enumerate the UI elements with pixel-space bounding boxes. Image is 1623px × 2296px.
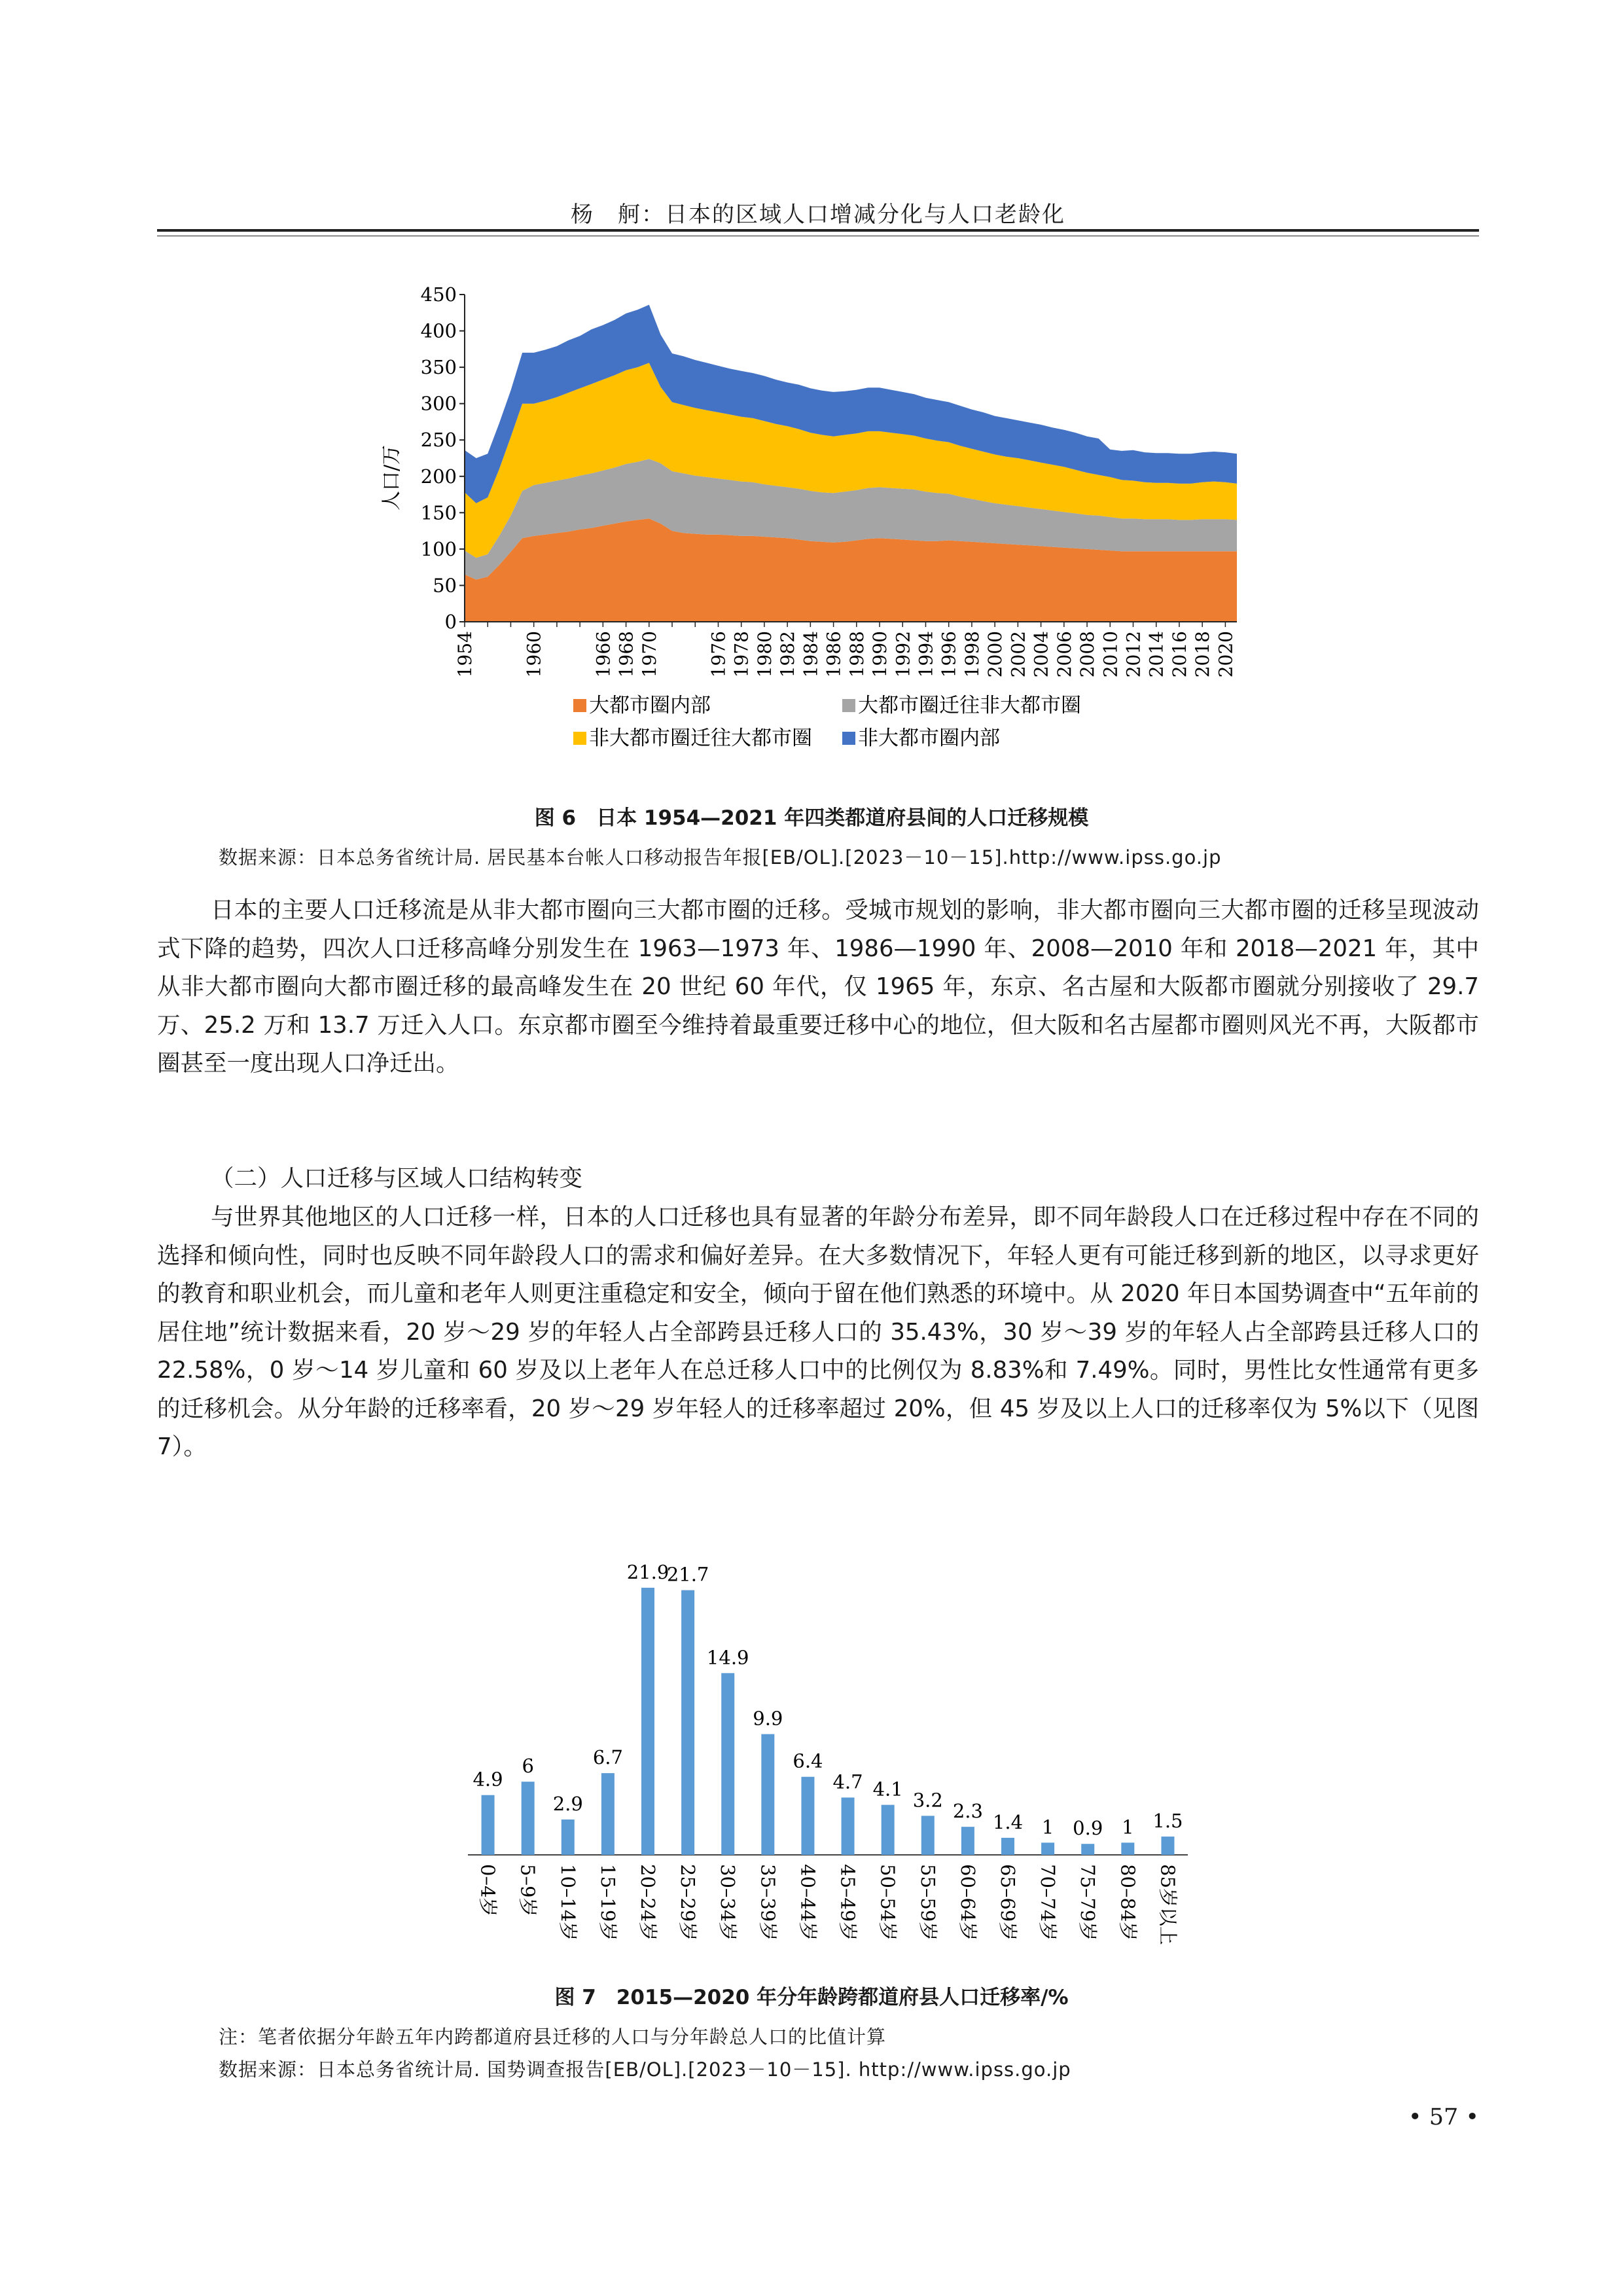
legend-swatch-4 (842, 732, 855, 745)
bar-data-label: 4.7 (832, 1770, 863, 1793)
x-tick-label: 1992 (892, 631, 914, 678)
header-rule-thick (157, 229, 1479, 232)
bar-6 (681, 1590, 694, 1855)
category-label: 30–34岁 (717, 1864, 740, 1941)
category-label: 70–74岁 (1037, 1864, 1060, 1941)
bar-12 (921, 1816, 935, 1855)
x-tick-label: 2014 (1145, 631, 1168, 678)
x-tick-label: 1968 (615, 631, 637, 678)
figure7-bar-chart (445, 1564, 1204, 1970)
running-title: 杨 舸：日本的区域人口增减分化与人口老龄化 (571, 202, 1065, 228)
x-tick-label: 1984 (800, 631, 822, 678)
bar-data-label: 1.5 (1152, 1810, 1183, 1833)
bar-4 (601, 1773, 615, 1855)
y-tick-label: 200 (420, 465, 457, 488)
legend-swatch-2 (842, 699, 855, 712)
x-tick-label: 2010 (1099, 631, 1122, 678)
category-label: 5–9岁 (516, 1864, 539, 1917)
x-tick-label: 2016 (1168, 631, 1190, 678)
x-tick-label: 2018 (1192, 631, 1214, 678)
bar-11 (882, 1805, 895, 1855)
x-tick-label: 2006 (1053, 631, 1075, 678)
bar-8 (761, 1734, 774, 1856)
legend-label-3: 非大都市圈迁往大都市圈 (589, 726, 812, 750)
bar-data-label: 9.9 (753, 1707, 783, 1730)
x-tick-label: 1990 (869, 631, 891, 678)
body-paragraph-1: 日本的主要人口迁移流是从非大都市圈向三大都市圈的迁移。受城市规划的影响，非大都市圈向三大都市圈的迁移呈现波动式下降的趋势，四次人口迁移高峰分别发生在 1963—1973 年、1986—1990 年、2008—2010 年和 2018—2021 年，其中从非大都市圈向大都市圈迁移的最高峰发生在 20 世纪 60 年代，仅 1965 年，东京、名古屋和大阪都市圈就分别接收了 29.7 万、25.2 万和 13.7 万迁入人口。东京都市圈至今维持着最重要迁移中心的地位，但大阪和名古屋都市圈则风光不再，大阪都市圈甚至一度出现人口净迁出。 (157, 897, 1479, 1077)
figure7-note: 注：笔者依据分年龄五年内跨都道府县迁移的人口与分年龄总人口的比值计算 (219, 2026, 887, 2048)
bar-data-label: 0.9 (1073, 1817, 1103, 1840)
y-axis-label: 人口/万 (380, 444, 403, 511)
x-tick-label: 1998 (961, 631, 983, 678)
bar-data-label: 21.9 (626, 1564, 669, 1583)
y-tick-label: 300 (420, 392, 457, 415)
x-tick-label: 1960 (523, 631, 545, 678)
body-paragraph-2: 与世界其他地区的人口迁移一样，日本的人口迁移也具有显著的年龄分布差异，即不同年龄段人口在迁移过程中存在不同的选择和倾向性，同时也反映不同年龄段人口的需求和偏好差异。在大多数情况下，年轻人更有可能迁移到新的地区，以寻求更好的教育和职业机会，而儿童和老年人则更注重稳定和安全，倾向于留在他们熟悉的环境中。从 2020 年日本国势调查中“五年前的居住地”统计数据来看，20 岁～29 岁的年轻人占全部跨县迁移人口的 35.43%，30 岁～39 岁的年轻人占全部跨县迁移人口的 22.58%，0 岁～14 岁儿童和 60 岁及以上老年人在总迁移人口中的比例仅为 8.83%和 7.49%。同时，男性比女性通常有更多的迁移机会。从分年龄的迁移率看，20 岁～29 岁年轻人的迁移率超过 20%，但 45 岁及以上人口的迁移率仅为 5%以下（见图 7）。 (157, 1204, 1479, 1460)
x-tick-label: 2000 (984, 631, 1007, 678)
x-tick-label: 2020 (1215, 631, 1237, 678)
category-label: 80–84岁 (1116, 1864, 1139, 1941)
bar-1 (482, 1795, 495, 1855)
y-tick-label: 150 (420, 501, 457, 524)
area-series-group (465, 305, 1237, 622)
legend-swatch-1 (573, 699, 586, 712)
x-tick-label: 1980 (753, 631, 776, 678)
figure6-stacked-area-chart (353, 275, 1322, 785)
y-tick-label: 100 (420, 537, 457, 560)
category-label: 75–79岁 (1077, 1864, 1099, 1941)
bar-data-label: 6.4 (793, 1749, 823, 1772)
bar-15 (1041, 1842, 1054, 1855)
bar-9 (801, 1777, 814, 1855)
x-tick-label: 1994 (915, 631, 937, 678)
bar-17 (1121, 1842, 1134, 1855)
x-tick-label: 2012 (1122, 631, 1145, 678)
bar-data-label: 2.3 (952, 1800, 983, 1823)
bar-18 (1161, 1837, 1174, 1855)
y-tick-label: 400 (420, 319, 457, 342)
category-label: 55–59岁 (916, 1864, 939, 1941)
y-tick-label: 50 (433, 574, 457, 597)
bar-data-label: 6.7 (592, 1746, 623, 1769)
x-tick-label: 1966 (592, 631, 615, 678)
bar-data-label: 6 (522, 1755, 534, 1778)
bar-7 (721, 1673, 734, 1855)
legend-label-2: 大都市圈迁往非大都市圈 (858, 694, 1081, 717)
bar-data-label: 3.2 (912, 1789, 943, 1812)
legend-label-1: 大都市圈内部 (589, 694, 711, 717)
y-tick-label: 0 (444, 611, 457, 633)
x-tick-label: 1996 (938, 631, 960, 678)
bar-14 (1001, 1838, 1014, 1855)
category-label: 10–14岁 (556, 1864, 579, 1941)
bar-data-label: 1 (1122, 1816, 1134, 1839)
category-label: 85岁以上 (1156, 1864, 1179, 1945)
category-label: 15–19岁 (596, 1864, 619, 1941)
figure7-source: 数据来源：日本总务省统计局. 国势调查报告[EB/OL].[2023－10－15]. http://www.ipss.go.jp (219, 2058, 1071, 2081)
bar-5 (641, 1588, 654, 1855)
bar-13 (961, 1827, 974, 1855)
x-tick-label: 1986 (823, 631, 845, 678)
x-tick-label: 2002 (1007, 631, 1029, 678)
bar-3 (562, 1820, 575, 1855)
x-tick-label: 1970 (638, 631, 660, 678)
category-label: 50–54岁 (876, 1864, 899, 1941)
bar-data-label: 4.9 (473, 1768, 503, 1791)
category-label: 60–64岁 (956, 1864, 979, 1941)
bar-data-label: 21.7 (666, 1564, 709, 1586)
legend-label-4: 非大都市圈内部 (858, 726, 1000, 750)
x-tick-label: 1988 (846, 631, 868, 678)
bar-data-label: 1 (1041, 1816, 1054, 1839)
legend-swatch-3 (573, 732, 586, 745)
bar-10 (842, 1797, 855, 1855)
bar-data-label: 1.4 (992, 1810, 1024, 1833)
category-label: 45–49岁 (836, 1864, 859, 1941)
page-number: • 57 • (1408, 2104, 1479, 2130)
category-label: 25–29岁 (677, 1864, 700, 1941)
category-label: 65–69岁 (997, 1864, 1019, 1941)
x-tick-label: 2008 (1077, 631, 1099, 678)
y-tick-label: 250 (420, 429, 457, 452)
x-tick-label: 1982 (777, 631, 799, 678)
category-label: 35–39岁 (757, 1864, 779, 1941)
x-tick-label: 1978 (730, 631, 753, 678)
x-tick-label: 1954 (454, 631, 476, 678)
y-tick-label: 350 (420, 356, 457, 379)
y-tick-label: 450 (420, 283, 457, 306)
bar-data-label: 4.1 (872, 1778, 903, 1801)
legend (573, 694, 1081, 750)
bar-series-group (468, 1564, 1188, 1945)
section-heading: （二）人口迁移与区域人口结构转变 (211, 1165, 583, 1192)
figure6-source: 数据来源：日本总务省统计局. 居民基本台帐人口移动报告年报[EB/OL].[2023－10－15].http://www.ipss.go.jp (219, 846, 1222, 869)
category-label: 20–24岁 (637, 1864, 659, 1941)
figure6-caption: 图 6 日本 1954—2021 年四类都道府县间的人口迁移规模 (534, 806, 1089, 830)
x-tick-label: 1976 (707, 631, 730, 678)
bar-2 (522, 1782, 535, 1855)
category-label: 40–44岁 (796, 1864, 819, 1941)
figure7-caption: 图 7 2015—2020 年分年龄跨都道府县人口迁移率/% (554, 1986, 1069, 2009)
bar-data-label: 2.9 (552, 1792, 583, 1815)
category-label: 0–4岁 (476, 1864, 499, 1917)
bar-data-label: 14.9 (706, 1646, 749, 1669)
x-tick-label: 2004 (1030, 631, 1052, 678)
bar-16 (1081, 1844, 1094, 1855)
